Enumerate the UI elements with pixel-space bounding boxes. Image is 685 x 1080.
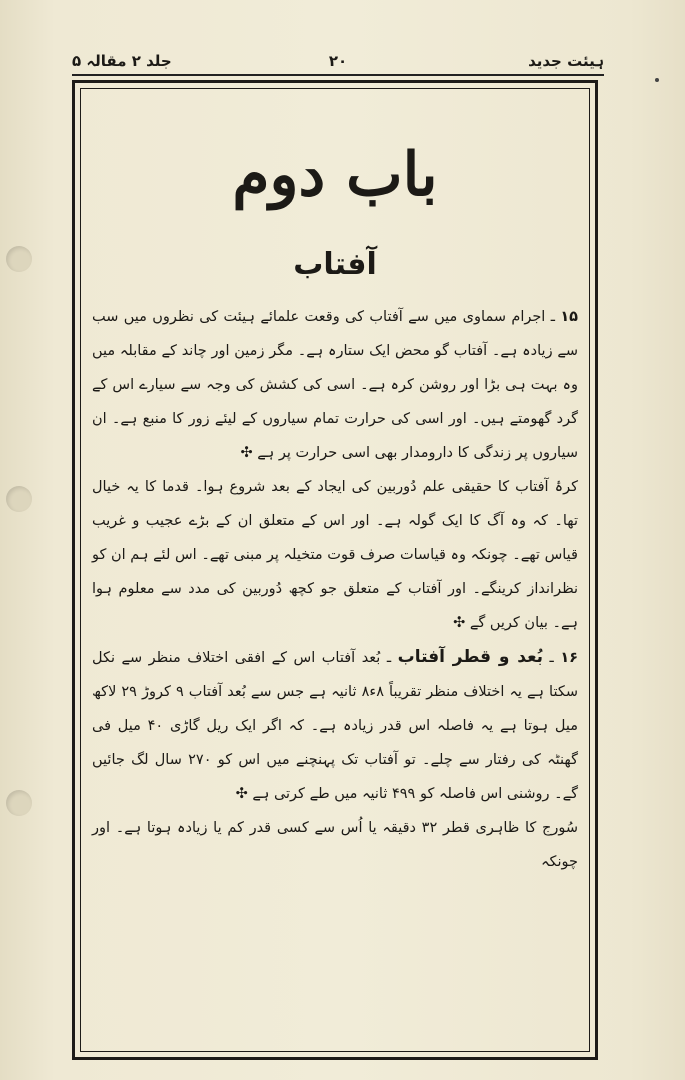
paragraph-heading: بُعد و قطر آفتاب [397,647,544,667]
paragraph-text: سُورج کا ظاہری قطر ۳۲ دقیقہ یا اُس سے کسی قدر کم یا زیادہ ہوتا ہے۔ اور چونکہ [92,820,578,870]
page-body [92,140,578,1060]
volume-article: جلد ۲ مقالہ ۵ [72,52,172,70]
paragraph-text: بُعد آفتاب اس کے افقی اختلاف منظر سے نکل سکتا ہے یہ اختلاف منظر تقریباً ۸ء۸ ثانیہ ہے جس سے بُعد آفتاب ۹ کروڑ ۲۹ لاکھ میل ہوتا ہے یہ فاصلہ اس قدر زیادہ ہے۔ کہ اگر ایک ریل گاڑی ۴۰ میل فی گھنٹہ کی رفتار سے چلے۔ تو آفتاب تک پہنچنے میں اس کو ۲۷۰ سال لگ جائیں گے۔ روشنی اس فاصلہ کو ۴۹۹ ثانیہ میں طے کرتی ہے ✣ [92,650,578,802]
section-title: آفتاب [293,247,377,282]
chapter-title: باب دوم [232,140,438,210]
paragraph-text: کرۂ آفتاب کا حقیقی علم دُوربین کی ایجاد کے بعد شروع ہوا۔ قدما کا یہ خیال تھا۔ کہ وہ آگ کا ایک گولہ ہے۔ اور اس کے متعلق ان کے بڑے عجیب و غریب قیاس تھے۔ چونکہ وہ قیاسات صرف قوت متخیلہ پر مبنی تھے۔ اس لئے ہم ان کو نظرانداز کرینگے۔ اور آفتاب کے متعلق جو کچھ دُوربین کی مدد سے معلوم ہوا ہے۔ بیان کریں گے ✣ [92,479,578,631]
binding-hole [6,790,32,816]
page-number: ۲۰ [328,52,348,70]
paragraph [92,811,578,879]
header-rule [72,74,604,76]
binding-hole [6,486,32,512]
paragraph-number: ۱۶ [560,650,579,666]
book-title: ہیئت جدید [528,52,604,70]
paragraph-number: ۱۵ [560,309,579,325]
paragraph [92,470,578,640]
running-header [72,52,604,76]
paragraph: ۱۶ ـ بُعد و قطر آفتاب ـ بُعد آفتاب اس کے افقی اختلاف منظر سے نکل سکتا ہے یہ اختلاف منظر تقریباً ۸ء۸ ثانیہ ہے جس سے بُعد آفتاب ۹ کروڑ ۲۹ لاکھ میل ہوتا ہے یہ فاصلہ اس قدر زیادہ ہے۔ کہ اگر ایک ریل گاڑی ۴۰ میل فی گھنٹہ کی رفتار سے چلے۔ تو آفتاب تک پہنچنے میں اس کو ۲۷۰ سال لگ جائیں گے۔ روشنی اس فاصلہ کو ۴۹۹ ثانیہ میں طے کرتی ہے ✣ [92,647,579,802]
ink-spot [655,78,659,82]
binding-hole [6,246,32,272]
paragraph: ۱۵ ـ اجرام سماوی میں سے آفتاب کی وقعت علمائے ہیئت کی نظروں میں سب سے زیادہ ہے۔ آفتاب گو محض ایک ستارہ ہے۔ مگر زمین اور چاند کے مقابلہ میں وہ بہت ہی بڑا اور روشن کرہ ہے۔ اسی کی کشش کی وجہ سے سیارے اس کے گرد گھومتے ہیں۔ اور اسی کی حرارت تمام سیاروں کے لیئے زور کا منبع ہے۔ ان سیاروں پر زندگی کا دارومدار بھی اسی حرارت پر ہے ✣ [92,309,579,461]
paragraph-text: اجرام سماوی میں سے آفتاب کی وقعت علمائے ہیئت کی نظروں میں سب سے زیادہ ہے۔ آفتاب گو محض ایک ستارہ ہے۔ مگر زمین اور چاند کے مقابلہ میں وہ بہت ہی بڑا اور روشن کرہ ہے۔ اسی کی کشش کی وجہ سے سیارے اس کے گرد گھومتے ہیں۔ اور اسی کی حرارت تمام سیاروں کے لیئے زور کا منبع ہے۔ ان سیاروں پر زندگی کا دارومدار بھی اسی حرارت پر ہے ✣ [92,309,578,461]
